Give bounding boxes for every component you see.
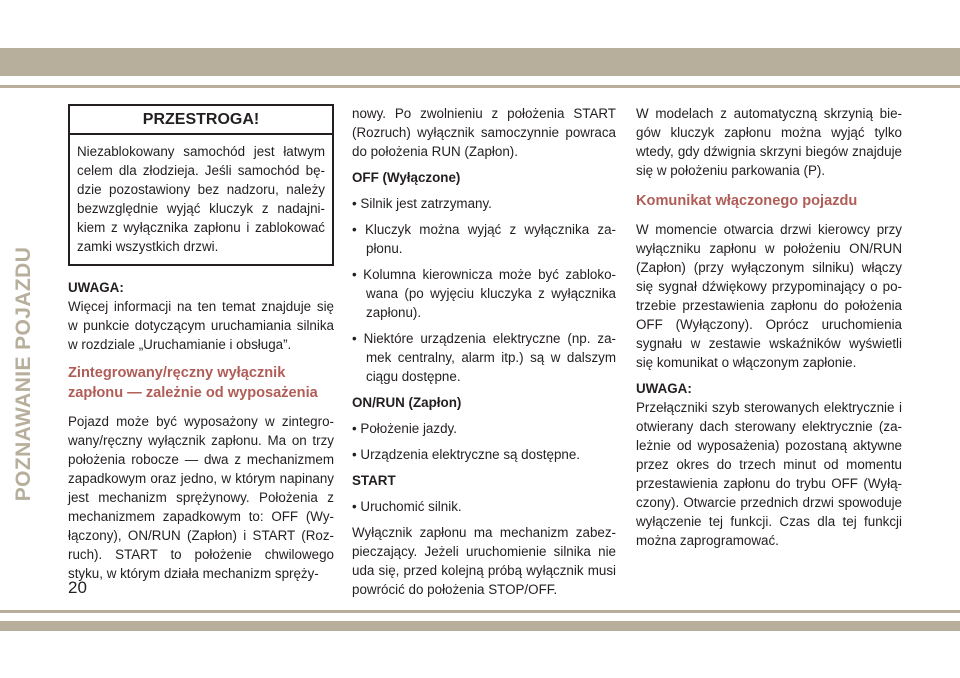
body-paragraph: Wyłącznik zapłonu ma mechanizm zabezpieczający. Jeżeli uruchomienie silnika nie uda się, przed kolejną próbą wyłącznik musi powrócić do położenia STOP/OFF. (352, 525, 616, 597)
header-band (0, 48, 960, 76)
intro-paragraph: nowy. Po zwolnieniu z położenia START (Rozruch) wyłącznik samoczynnie powraca do położenia RUN (Zapłon). (352, 106, 616, 159)
list-item: • Niektóre urządzenia elektryczne (np. zamek centralny, alarm itp.) są w dalszym ciągu dostępne. (352, 329, 616, 386)
warning-title: PRZESTROGA! (70, 106, 332, 135)
body-paragraph: Pojazd może być wyposażony w zintegrowany/ręczny wyłącznik zapłonu. Ma on trzy położenia robocze — dwa z mechanizmem zapadkowym oraz jedno, w którym napinany jest mechanizm sprężynowy. Położenia z mechanizmem zapadkowym to: OFF (Wyłączony), ON/RUN (Zapłon) i START (Rozruch). START to położenie chwilowego styku, w którym działa mechanizm spręży- (68, 414, 334, 581)
start-list (352, 497, 616, 516)
list-item: • Urządzenia elektryczne są dostępne. (352, 445, 616, 464)
footer-band (0, 621, 960, 631)
page-number: 20 (68, 578, 87, 597)
list-item: • Silnik jest zatrzymany. (352, 194, 616, 213)
heading-line-1: Zintegrowany/ręczny wyłącznik (68, 365, 286, 381)
off-label: OFF (Wyłączone) (352, 170, 461, 185)
heading-line-2: zapłonu — zależnie od wyposażenia (68, 385, 318, 401)
warning-text: Niezablokowany samochód jest łatwym celem dla złodzieja. Jeśli samochód będzie pozostawiony bez nadzoru, należy bezwzględnie wyjąć kluczyk z nadajnikiem z wyłącznika zapłonu i zablokować zamki wszystkich drzwi. (77, 144, 325, 254)
list-item: • Uruchomić silnik. (352, 497, 616, 516)
note-label: UWAGA: (68, 280, 124, 295)
list-item: • Kluczyk można wyjąć z wyłącznika zapłonu. (352, 220, 616, 258)
column-1 (68, 104, 334, 590)
note-label: UWAGA: (636, 381, 692, 396)
onrun-list (352, 419, 616, 464)
column-3 (636, 104, 902, 557)
section-heading: Komunikat włączonego pojazdu (636, 193, 858, 209)
list-item: • Kolumna kierownicza może być zablokowana (po wyjęciu kluczyka z wyłącznika zapłonu). (352, 265, 616, 322)
warning-box (68, 104, 334, 266)
section-title: POZNAWANIE POJAZDU (12, 246, 35, 502)
footer-rule (0, 610, 960, 613)
section-heading (68, 363, 334, 403)
onrun-label: ON/RUN (Zapłon) (352, 395, 462, 410)
note-text: Przełączniki szyb sterowanych elektrycznie i otwierany dach sterowany elektrycznie (zależnie od wyposażenia) pozostaną aktywne przez okres do trzech minut od momentu przestawienia zapłonu do trybu OFF (Wyłączony). Otwarcie przednich drzwi spowoduje wyłączenie tej funkcji. Czas dla tej funkcji można zaprogramować. (636, 400, 902, 548)
list-item: • Położenie jazdy. (352, 419, 616, 438)
start-label: START (352, 473, 396, 488)
column-2 (352, 104, 616, 606)
intro-paragraph: W modelach z automatyczną skrzynią biegów kluczyk zapłonu można wyjąć tylko wtedy, gdy dźwignia skrzyni biegów znajduje się w położeniu parkowania (P). (636, 106, 902, 178)
header-rule (0, 85, 960, 88)
note-text: Więcej informacji na ten temat znajduje się w punkcie dotyczącym uruchamiania silnika w rozdziale „Uruchamianie i obsługa”. (68, 299, 334, 352)
body-paragraph: W momencie otwarcia drzwi kierowcy przy wyłączniku zapłonu w położeniu ON/RUN (Zapłon) (przy wyłączonym silniku) włączy się sygnał dźwiękowy przypominający o potrzebie przestawienia zapłonu do położenia OFF (Wyłączony). Oprócz uruchomienia sygnału w zestawie wskaźników wyświetli się komunikat o włączonym zapłonie. (636, 222, 902, 370)
off-list (352, 194, 616, 386)
